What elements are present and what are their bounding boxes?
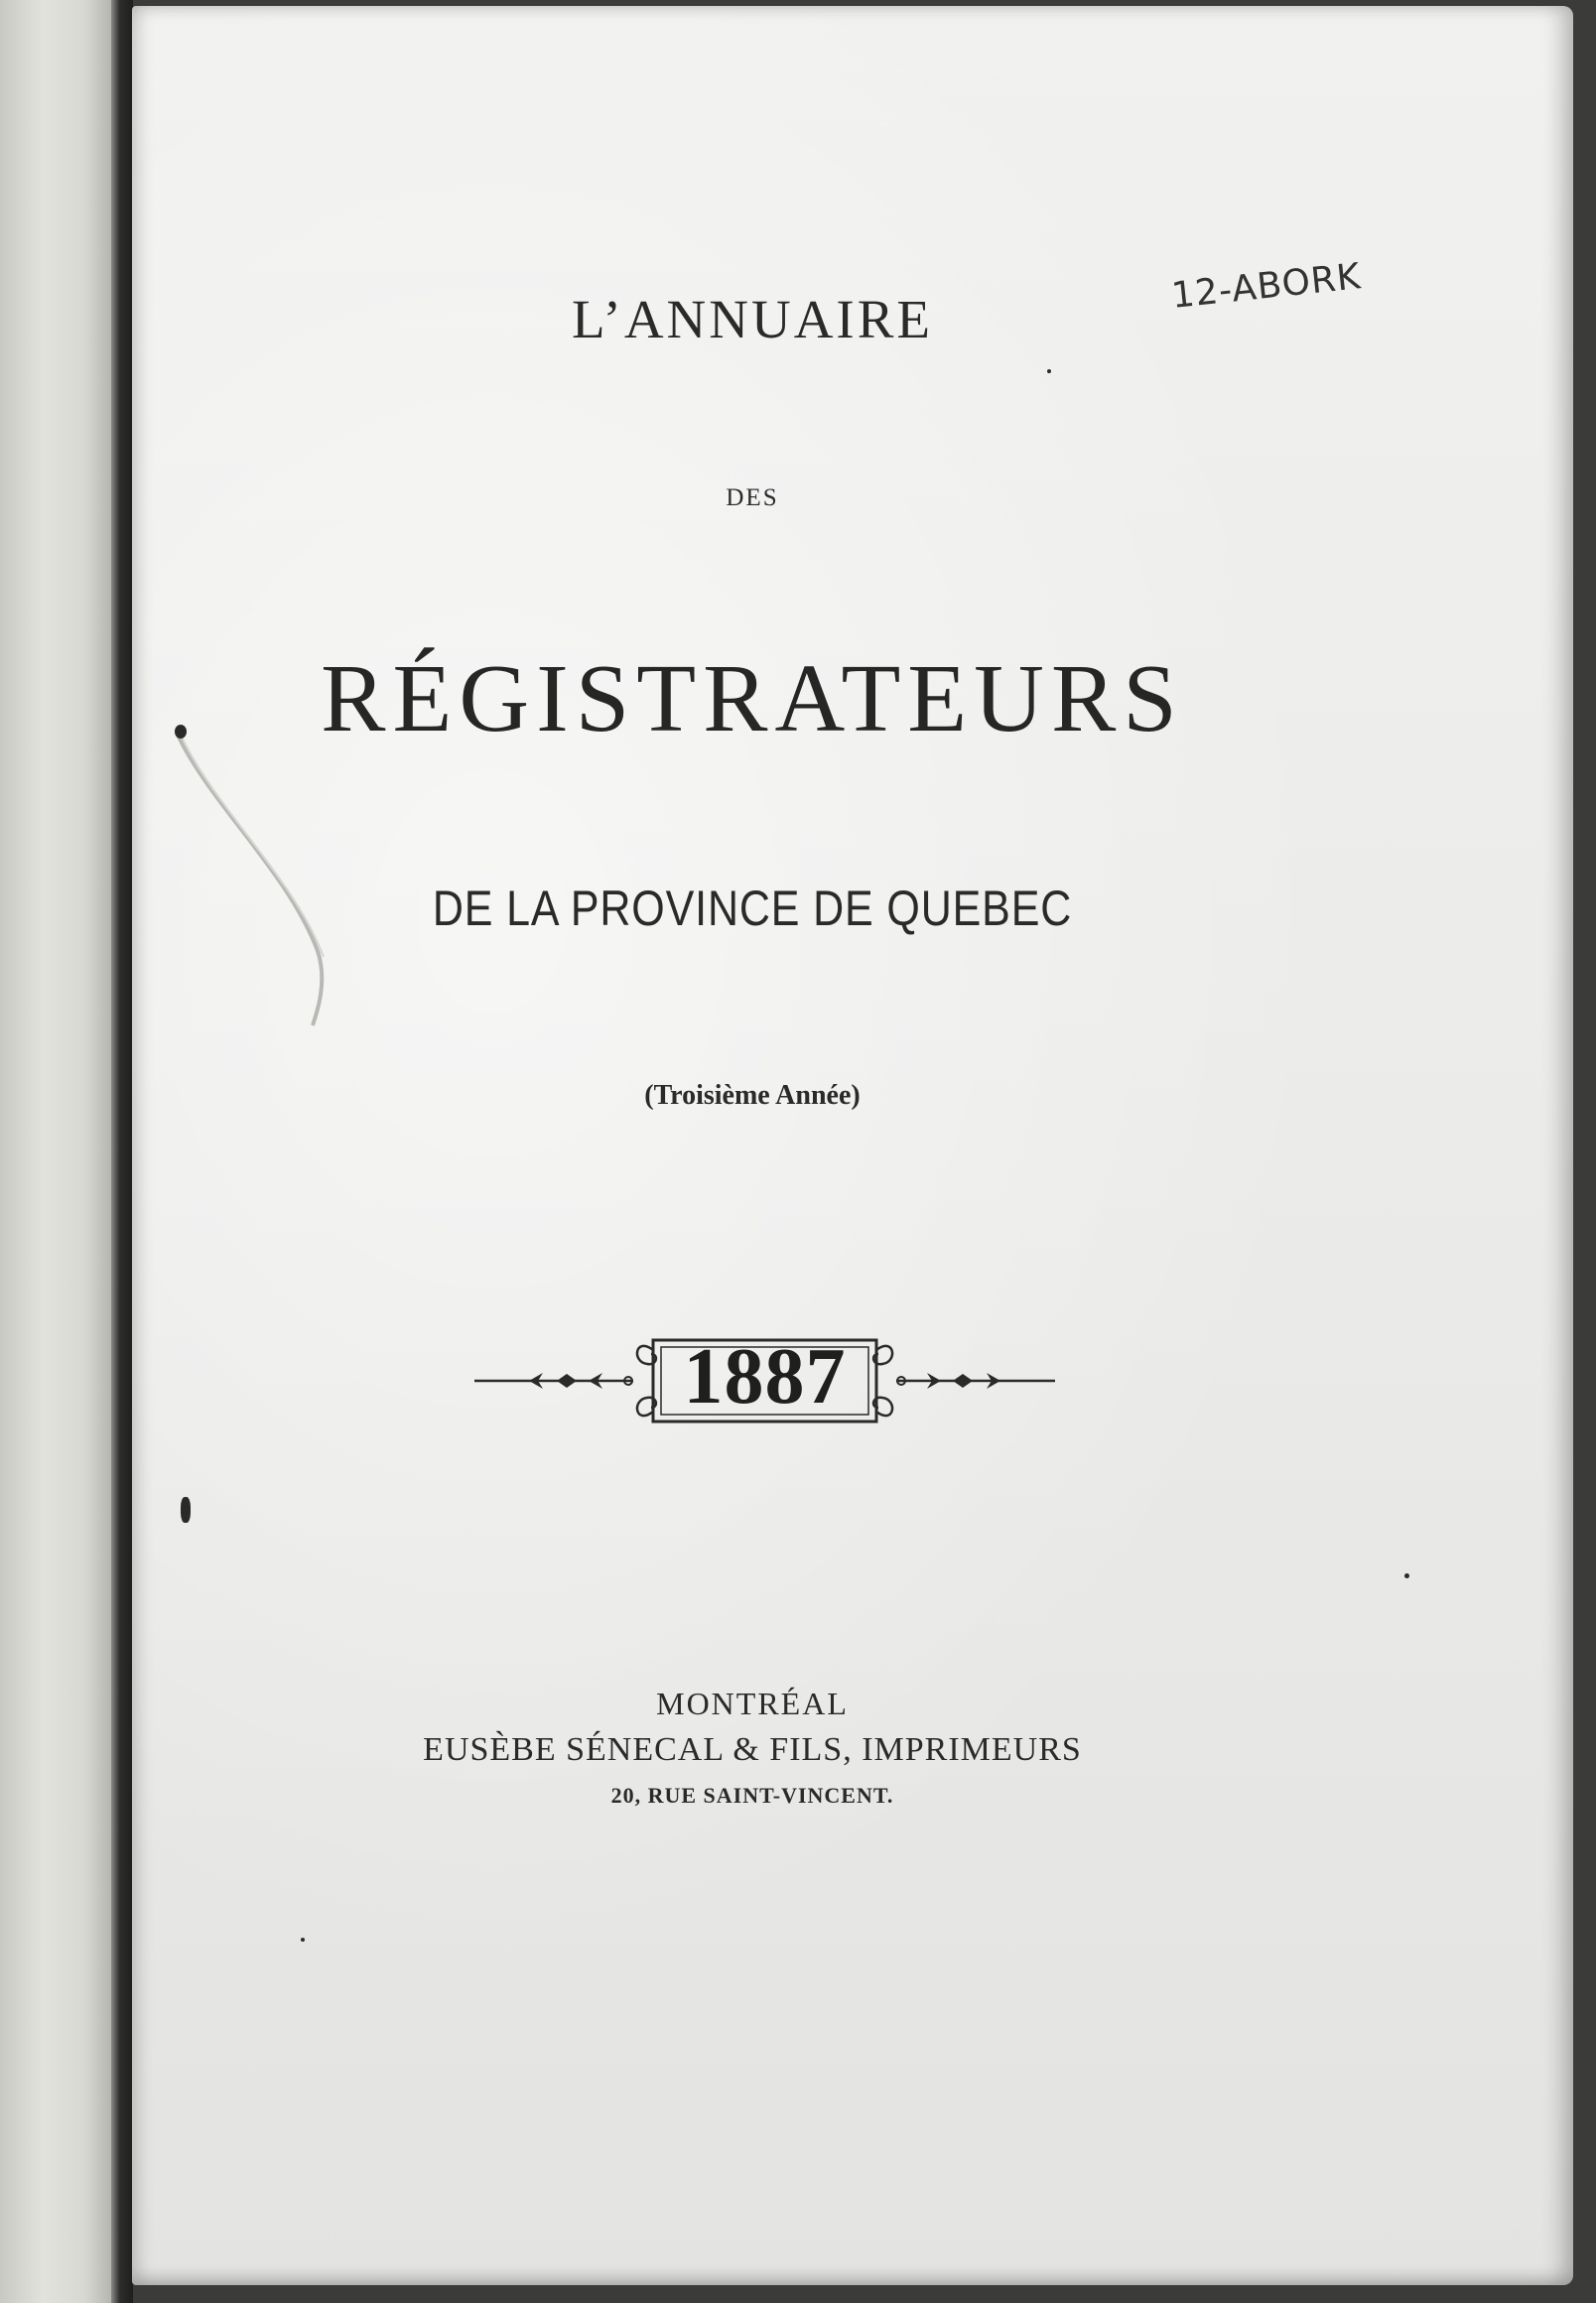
publisher-address: 20, RUE SAINT-VINCENT. (610, 1783, 894, 1808)
ink-speck (301, 1938, 305, 1942)
publisher-name: EUSÈBE SÉNECAL & FILS, IMPRIMEURS (423, 1731, 1082, 1768)
ink-speck (181, 1497, 191, 1523)
subtitle-province: DE LA PROVINCE DE QUEBEC (432, 881, 1073, 936)
ink-speck (175, 725, 187, 739)
edition-label: (Troisième Année) (644, 1080, 861, 1111)
handwritten-call-number: 12-ABORK (1169, 256, 1364, 317)
ink-speck (1404, 1573, 1409, 1578)
title-annuaire: L’ANNUAIRE (571, 289, 934, 349)
publisher-city: MONTRÉAL (656, 1686, 849, 1721)
main-title: RÉGISTRATEURS (321, 645, 1184, 752)
binding-shadow (111, 0, 133, 2303)
loose-thread (169, 723, 347, 1030)
ink-speck (1047, 369, 1051, 373)
year-ornament (469, 1330, 1060, 1429)
title-connector: DES (726, 484, 779, 511)
previous-page-strip (0, 0, 121, 2303)
publication-year: 1887 (683, 1333, 847, 1421)
